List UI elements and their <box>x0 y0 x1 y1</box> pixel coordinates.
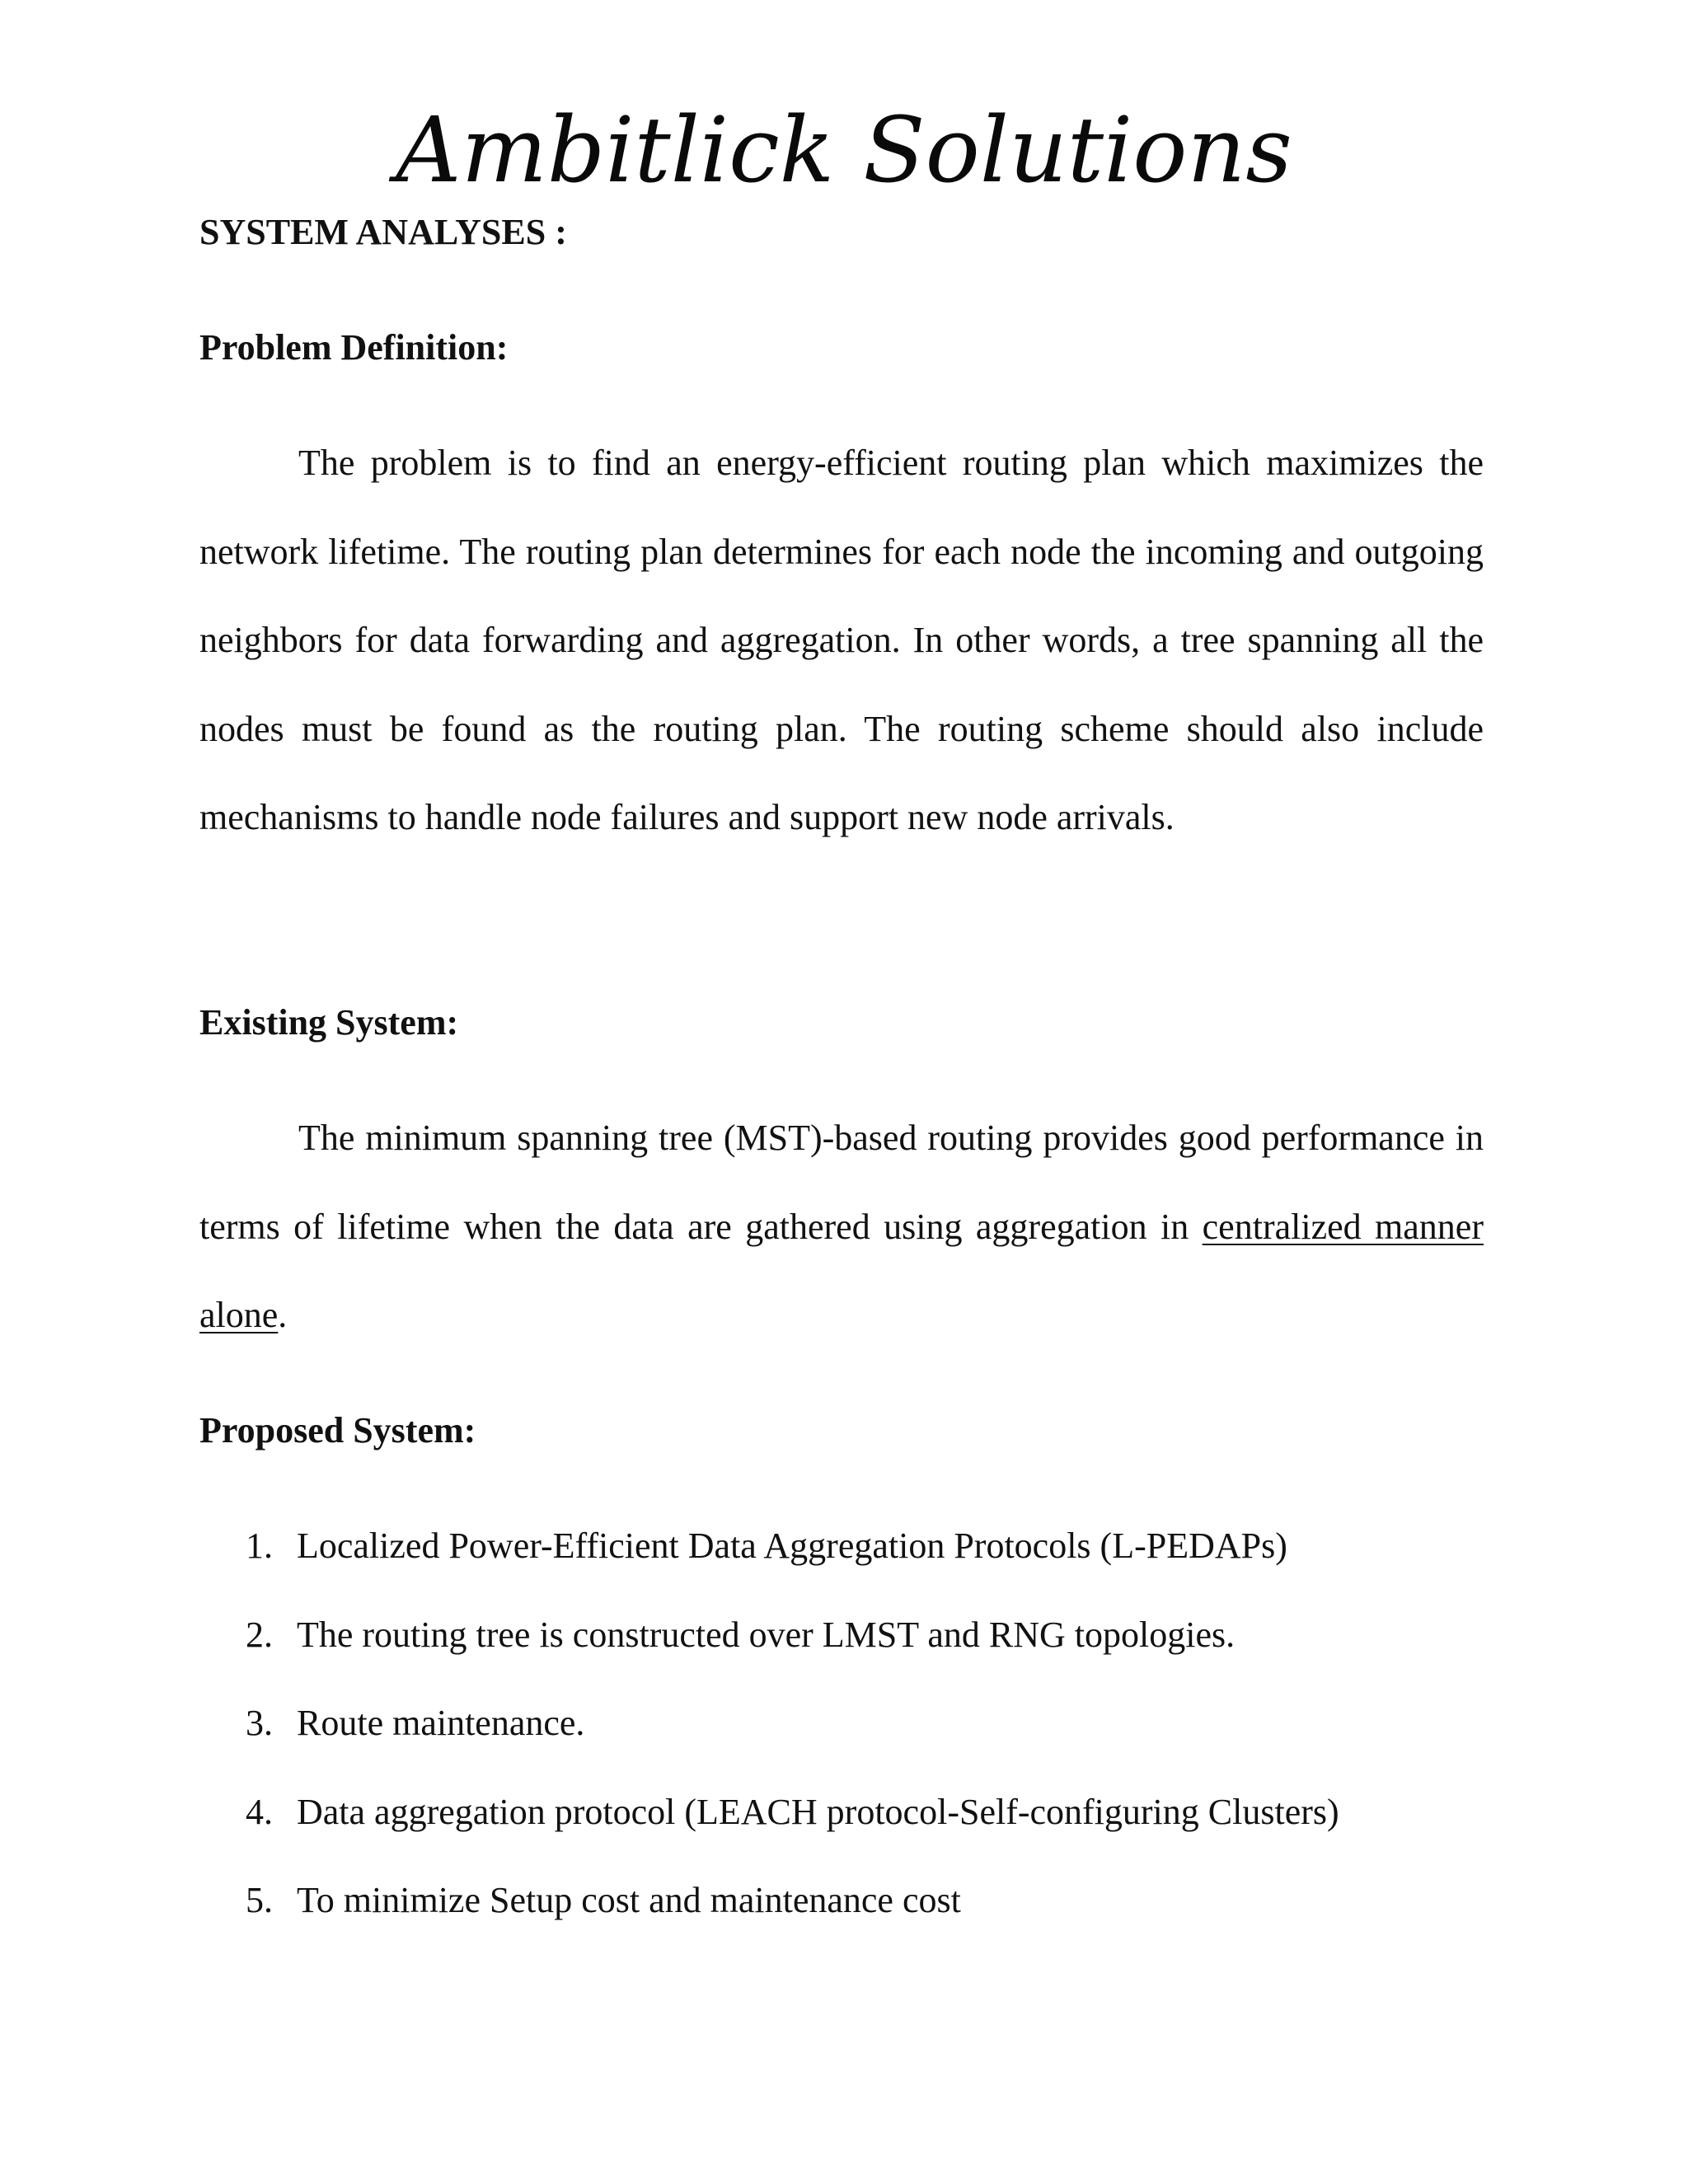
underlined-phrase: centralized manner alone <box>199 1206 1484 1335</box>
existing-system-paragraph <box>199 1094 1484 1360</box>
proposed-system-heading: Proposed System: <box>199 1410 476 1451</box>
list-item-number: 4. <box>246 1791 273 1832</box>
list-item-number: 1. <box>246 1526 273 1566</box>
section-title: SYSTEM ANALYSES : <box>199 212 567 252</box>
list-item <box>199 1856 1484 1945</box>
existing-system-text: The minimum spanning tree (MST)-based routing provides good performance in terms of lifetime when the data are gathered using aggregation in <box>199 1118 1484 1247</box>
brand-title: Ambitlick Solutions <box>396 97 1292 203</box>
existing-system-heading: Existing System: <box>199 1002 459 1043</box>
problem-definition-heading: Problem Definition: <box>199 327 509 368</box>
list-item <box>199 1768 1484 1857</box>
list-item <box>199 1502 1484 1591</box>
list-item-text: Route maintenance. <box>297 1703 585 1743</box>
list-item-number: 3. <box>246 1703 273 1743</box>
existing-system-period: . <box>278 1295 288 1335</box>
proposed-system-list <box>199 1502 1484 1945</box>
list-item-text: Data aggregation protocol (LEACH protocol-Self-configuring Clusters) <box>297 1791 1339 1832</box>
list-item-number: 2. <box>246 1614 273 1655</box>
list-item-number: 5. <box>246 1880 273 1920</box>
list-item-text: To minimize Setup cost and maintenance cost <box>297 1880 961 1920</box>
list-item <box>199 1679 1484 1768</box>
problem-definition-paragraph: The problem is to find an energy-efficient routing plan which maximizes the network lifetime. The routing plan determines for each node the incoming and outgoing neighbors for data forwarding and aggregation. In other words, a tree spanning all the nodes must be found as the routing plan. The routing scheme should also include mechanisms to handle node failures and support new node arrivals. <box>199 443 1484 837</box>
list-item <box>199 1591 1484 1680</box>
list-item-text: The routing tree is constructed over LMST and RNG topologies. <box>297 1614 1236 1655</box>
list-item-text: Localized Power-Efficient Data Aggregation Protocols (L-PEDAPs) <box>297 1526 1287 1566</box>
